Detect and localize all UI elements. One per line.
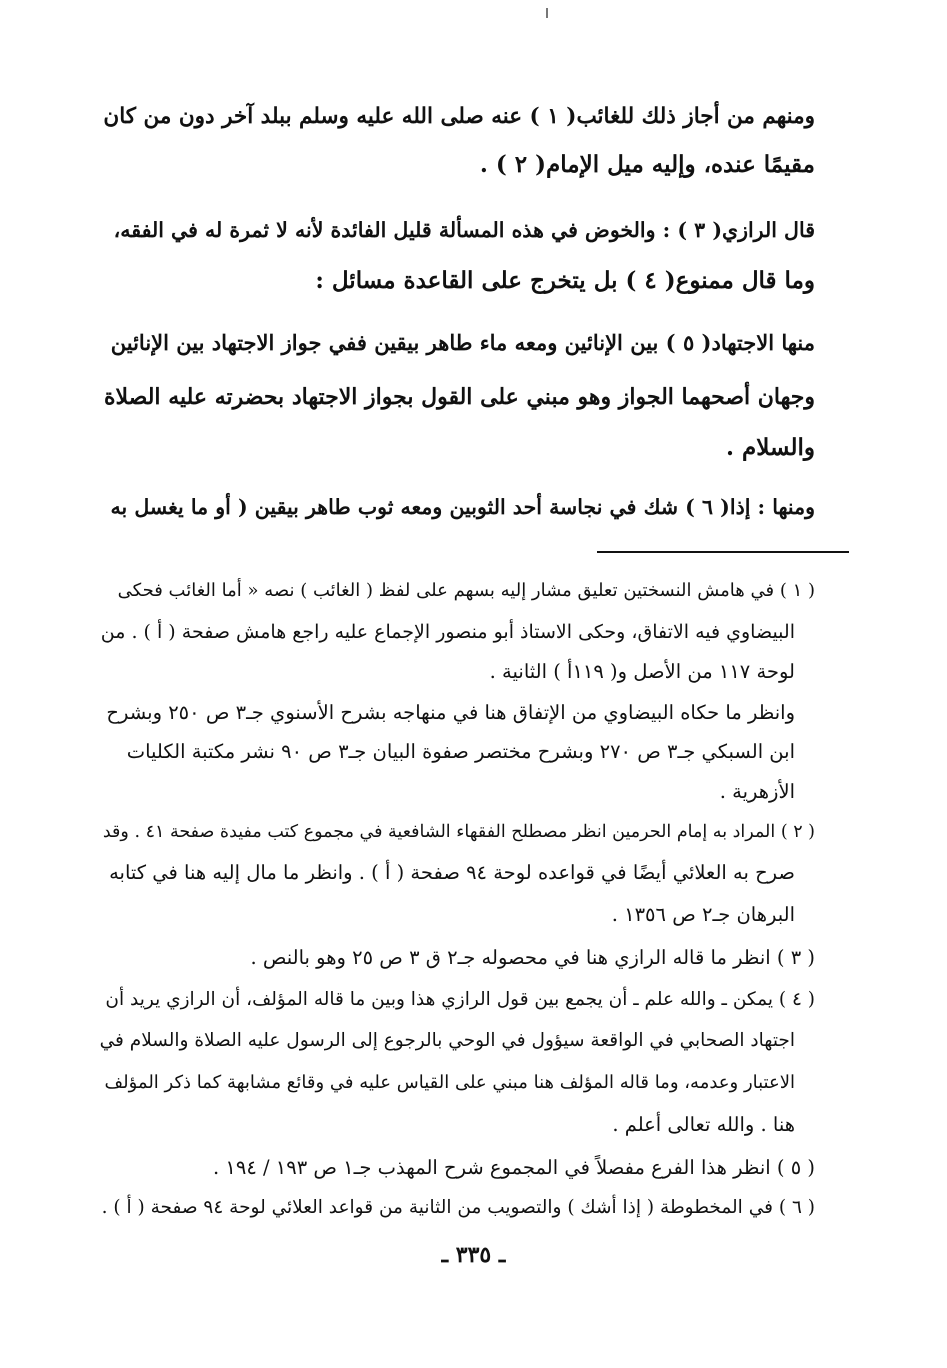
footnote-line: البيضاوي فيه الاتفاق، وحكى الاستاذ أبو منصور الإجماع عليه راجع هامش صفحة ( أ ) . من (100, 621, 795, 643)
footnote-line: ( ٢ ) المراد به إمام الحرمين انظر مصطلح الفقهاء الشافعية في مجموع كتب مفيدة صفحة ٤١ . وقد (102, 822, 815, 842)
main-line: منها الاجتهاد( ٥ ) بين الإنائين ومعه ماء طاهر بيقين ففي جواز الاجتهاد بين الإنائين (110, 330, 815, 355)
page-number: ـ ٣٣٥ ـ (441, 1242, 506, 1268)
footnote-separator (597, 551, 849, 553)
footnote-line: ( ٤ ) يمكن ـ والله علم ـ أن يجمع بين قول الرازي هذا وبين ما قاله المؤلف، أن الرازي يريد أن (105, 989, 815, 1010)
footnote-line: لوحة ١١٧ من الأصل و( ١١٩أ ) الثانية . (489, 660, 795, 683)
footnote-line: ( ٦ ) في المخطوطة ( إذا أشك ) والتصويب من الثانية من قواعد العلائي لوحة ٩٤ صفحة ( أ ) . (101, 1197, 815, 1218)
footnote-line: الاعتبار وعدمه، وما قاله المؤلف هنا مبني على القياس عليه في وقائع مشابهة كما ذكر المؤلف (104, 1072, 795, 1093)
footnote-line: اجتهاد الصحابي في الواقعة سيؤول في الوحي بالرجوع إلى الرسول عليه الصلاة والسلام في (99, 1030, 795, 1051)
footnote-line: ( ١ ) في هامش النسختين تعليق مشار إليه بسهم على لفظ ( الغائب ) نصه « أما الغائب فحكى (117, 580, 815, 601)
main-line: ومنها : إذا( ٦ ) شك في نجاسة أحد الثوبين ومعه ثوب طاهر بيقين ( أو ما يغسل به (110, 495, 815, 519)
main-line: وما قال ممنوع( ٤ ) بل يتخرج على القاعدة مسائل : (315, 267, 815, 294)
footnote-line: البرهان جـ٢ ص ١٣٥٦ . (611, 903, 795, 926)
main-line: قال الرازي( ٣ ) : والخوض في هذه المسألة قليل الفائدة لأنه لا ثمرة له في الفقه، (113, 218, 815, 242)
footnote-line: ابن السبكي جـ٣ ص ٢٧٠ وبشرح مختصر صفوة البيان جـ٣ ص ٩٠ نشر مكتبة الكليات (126, 740, 795, 763)
main-line: مقيمًا عنده، وإليه ميل الإمام( ٢ ) . (479, 151, 815, 178)
footnote-line: الأزهرية . (719, 780, 795, 803)
main-line: والسلام . (725, 434, 815, 461)
footnote-line: وانظر ما حكاه البيضاوي من الإتفاق هنا في منهاجه بشرح الأسنوي جـ٣ ص ٢٥٠ وبشرح (106, 701, 795, 724)
scan-mark (546, 8, 548, 18)
main-line: ومنهم من أجاز ذلك للغائب( ١ ) عنه صلى الله عليه وسلم ببلد آخر دون من كان (103, 104, 815, 129)
main-line: وجهان أصحهما الجواز وهو مبني على القول بجواز الاجتهاد بحضرته عليه الصلاة (104, 384, 815, 410)
footnote-line: هنا . والله تعالى أعلم . (612, 1113, 795, 1136)
footnote-line: صرح به العلائي أيضًا في قواعده لوحة ٩٤ صفحة ( أ ) . وانظر ما مال إليه هنا في كتابه (109, 861, 795, 884)
footnote-line: ( ٥ ) انظر هذا الفرع مفصلاً في المجموع شرح المهذب جـ١ ص ١٩٣ / ١٩٤ . (212, 1156, 815, 1179)
footnote-line: ( ٣ ) انظر ما قاله الرازي هنا في محصوله جـ٢ ق ٣ ص ٢٥ وهو بالنص . (250, 946, 815, 969)
